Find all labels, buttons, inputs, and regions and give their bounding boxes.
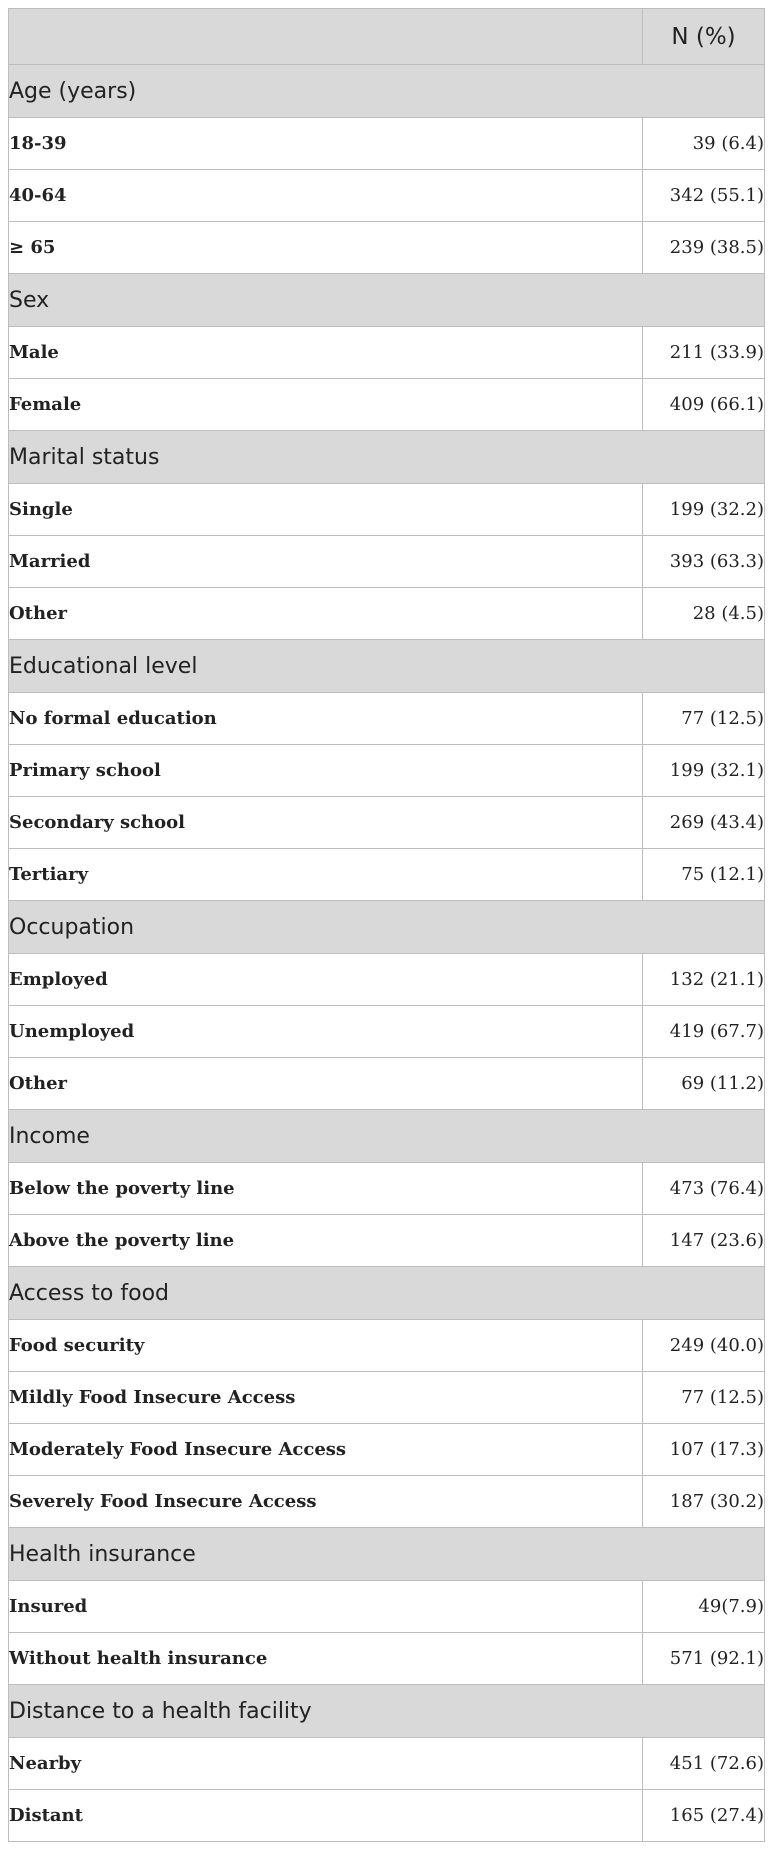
header-n-percent: N (%) — [643, 9, 765, 65]
row-label: Female — [9, 379, 643, 431]
row-value: 107 (17.3) — [643, 1424, 765, 1476]
table-row — [9, 1006, 765, 1058]
table-row — [9, 327, 765, 379]
row-label: Food security — [9, 1320, 643, 1372]
section-header-row — [9, 1528, 765, 1581]
table-body — [9, 65, 765, 1842]
section-header-row — [9, 1110, 765, 1163]
table-row — [9, 170, 765, 222]
row-value: 147 (23.6) — [643, 1215, 765, 1267]
row-value: 199 (32.2) — [643, 484, 765, 536]
table-row — [9, 954, 765, 1006]
table-row — [9, 1738, 765, 1790]
row-label: Primary school — [9, 745, 643, 797]
row-value: 211 (33.9) — [643, 327, 765, 379]
table-row — [9, 1372, 765, 1424]
row-label: 40-64 — [9, 170, 643, 222]
row-value: 69 (11.2) — [643, 1058, 765, 1110]
section-title: Income — [9, 1110, 765, 1163]
table-row — [9, 745, 765, 797]
row-label: Below the poverty line — [9, 1163, 643, 1215]
table-row — [9, 1790, 765, 1842]
table-row — [9, 379, 765, 431]
row-value: 269 (43.4) — [643, 797, 765, 849]
section-header-row — [9, 274, 765, 327]
section-title: Sex — [9, 274, 765, 327]
table-row — [9, 1215, 765, 1267]
row-value: 249 (40.0) — [643, 1320, 765, 1372]
row-value: 239 (38.5) — [643, 222, 765, 274]
row-label: Mildly Food Insecure Access — [9, 1372, 643, 1424]
row-label: Secondary school — [9, 797, 643, 849]
row-label: Tertiary — [9, 849, 643, 901]
row-value: 49(7.9) — [643, 1581, 765, 1633]
table-row — [9, 484, 765, 536]
row-label: Married — [9, 536, 643, 588]
table-row — [9, 222, 765, 274]
row-label: Moderately Food Insecure Access — [9, 1424, 643, 1476]
row-value: 75 (12.1) — [643, 849, 765, 901]
row-label: Severely Food Insecure Access — [9, 1476, 643, 1528]
row-label: ≥ 65 — [9, 222, 643, 274]
row-value: 187 (30.2) — [643, 1476, 765, 1528]
row-value: 165 (27.4) — [643, 1790, 765, 1842]
row-label: Above the poverty line — [9, 1215, 643, 1267]
row-label: Employed — [9, 954, 643, 1006]
table-row — [9, 1320, 765, 1372]
table-row — [9, 1476, 765, 1528]
table-row — [9, 588, 765, 640]
row-label: Male — [9, 327, 643, 379]
row-label: Without health insurance — [9, 1633, 643, 1685]
row-value: 451 (72.6) — [643, 1738, 765, 1790]
section-header-row — [9, 901, 765, 954]
table-row — [9, 1058, 765, 1110]
row-value: 199 (32.1) — [643, 745, 765, 797]
row-label: Single — [9, 484, 643, 536]
demographics-table — [8, 8, 765, 1842]
table-row — [9, 1633, 765, 1685]
row-value: 39 (6.4) — [643, 118, 765, 170]
section-title: Educational level — [9, 640, 765, 693]
row-label: Distant — [9, 1790, 643, 1842]
section-header-row — [9, 431, 765, 484]
row-label: Nearby — [9, 1738, 643, 1790]
row-label: Other — [9, 588, 643, 640]
row-value: 473 (76.4) — [643, 1163, 765, 1215]
row-value: 132 (21.1) — [643, 954, 765, 1006]
row-label: Insured — [9, 1581, 643, 1633]
row-label: 18-39 — [9, 118, 643, 170]
table-row — [9, 118, 765, 170]
row-value: 409 (66.1) — [643, 379, 765, 431]
table-header-row — [9, 9, 765, 65]
row-value: 77 (12.5) — [643, 693, 765, 745]
row-label: No formal education — [9, 693, 643, 745]
row-value: 77 (12.5) — [643, 1372, 765, 1424]
section-title: Health insurance — [9, 1528, 765, 1581]
table-row — [9, 797, 765, 849]
row-value: 28 (4.5) — [643, 588, 765, 640]
section-title: Occupation — [9, 901, 765, 954]
section-header-row — [9, 65, 765, 118]
table-row — [9, 693, 765, 745]
section-header-row — [9, 1267, 765, 1320]
section-header-row — [9, 640, 765, 693]
section-title: Distance to a health facility — [9, 1685, 765, 1738]
row-label: Other — [9, 1058, 643, 1110]
table-row — [9, 1581, 765, 1633]
table-row — [9, 1163, 765, 1215]
table-row — [9, 536, 765, 588]
section-title: Access to food — [9, 1267, 765, 1320]
section-title: Marital status — [9, 431, 765, 484]
row-label: Unemployed — [9, 1006, 643, 1058]
row-value: 419 (67.7) — [643, 1006, 765, 1058]
header-label-cell — [9, 9, 643, 65]
table-row — [9, 1424, 765, 1476]
row-value: 342 (55.1) — [643, 170, 765, 222]
section-title: Age (years) — [9, 65, 765, 118]
section-header-row — [9, 1685, 765, 1738]
table-row — [9, 849, 765, 901]
row-value: 571 (92.1) — [643, 1633, 765, 1685]
row-value: 393 (63.3) — [643, 536, 765, 588]
